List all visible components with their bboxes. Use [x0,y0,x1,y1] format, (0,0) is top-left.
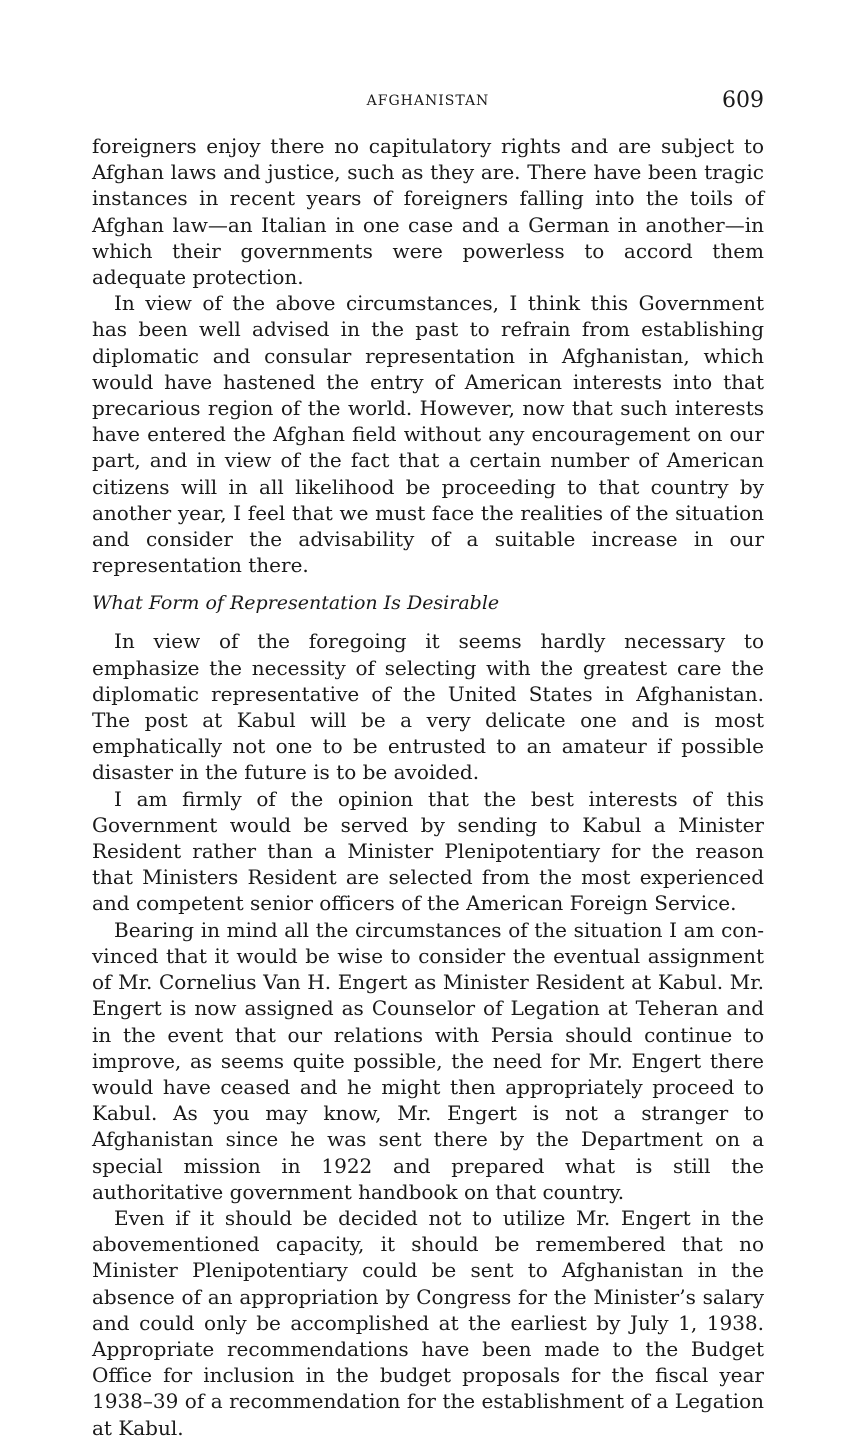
body-text [92,133,764,1441]
section-heading: What Form of Representation Is Desirable [92,592,500,615]
paragraph-5: Bearing in mind all the circumstances of the situation I am convinced that it would be wise to consider the eventual assignment of Mr. Cornelius Van H. Engert as Minister Resident at Kabul. Mr. Engert is now assigned as Counselor of Legation at Teheran and in the event that our relations with Persia should continue to improve, as seems quite possible, the need for Mr. Engert there would have ceased and he might then appropriately proceed to Kabul. As you may know, Mr. Engert is not a stranger to Afghanistan since he was sent there by the Department on a special mission in 1922 and prepared what is still the authoritative government handbook on that country. [92,917,764,1204]
paragraph-6: Even if it should be decided not to utilize Mr. Engert in the abovementioned capacity, it should be remembered that no Minister Plenipotentiary could be sent to Afghanistan in the absence of an appropriation by Congress for the Minister’s salary and could only be accomplished at the earliest by July 1, 1938. Appropriate recommendations have been made to the Budget Office for inclusion in the budget proposals for the fiscal year 1938–39 of a recommendation for the establishment of a Legation at Kabul. [92,1205,764,1440]
page-number: 609 [722,88,764,113]
running-header [92,88,764,118]
running-title: AFGHANISTAN [366,93,490,109]
paragraph-1: foreigners enjoy there no capitulatory rights and are subject to Afghan laws and justice, such as they are. There have been tragic instances in recent years of foreigners falling into the toils of Afghan law—an Italian in one case and a German in another—in which their governments were powerless to accord them adequate protection. [92,134,764,290]
paragraph-3: In view of the foregoing it seems hardly necessary to emphasize the necessity of selecting with the greatest care the diplomatic representative of the United States in Afghanistan. The post at Kabul will be a very delicate one and is most emphatically not one to be entrusted to an amateur if possible disaster in the future is to be avoided. [92,629,764,785]
paragraph-2: In view of the above circumstances, I think this Government has been well advised in the past to refrain from establishing diplomatic and consular representation in Afghanistan, which would have hastened the entry of American interests into that precarious region of the world. However, now that such interests have entered the Afghan field without any encouragement on our part, and in view of the fact that a certain number of American citizens will in all likelihood be proceeding to that country by another year, I feel that we must face the realities of the situation and consider the advisability of a suitable increase in our representation there. [92,291,764,578]
paragraph-4: I am firmly of the opinion that the best interests of this Government would be served by sending to Kabul a Minister Resident rather than a Minister Plenipotentiary for the reason that Ministers Resident are selected from the most experienced and competent senior officers of the American Foreign Service. [92,786,764,916]
